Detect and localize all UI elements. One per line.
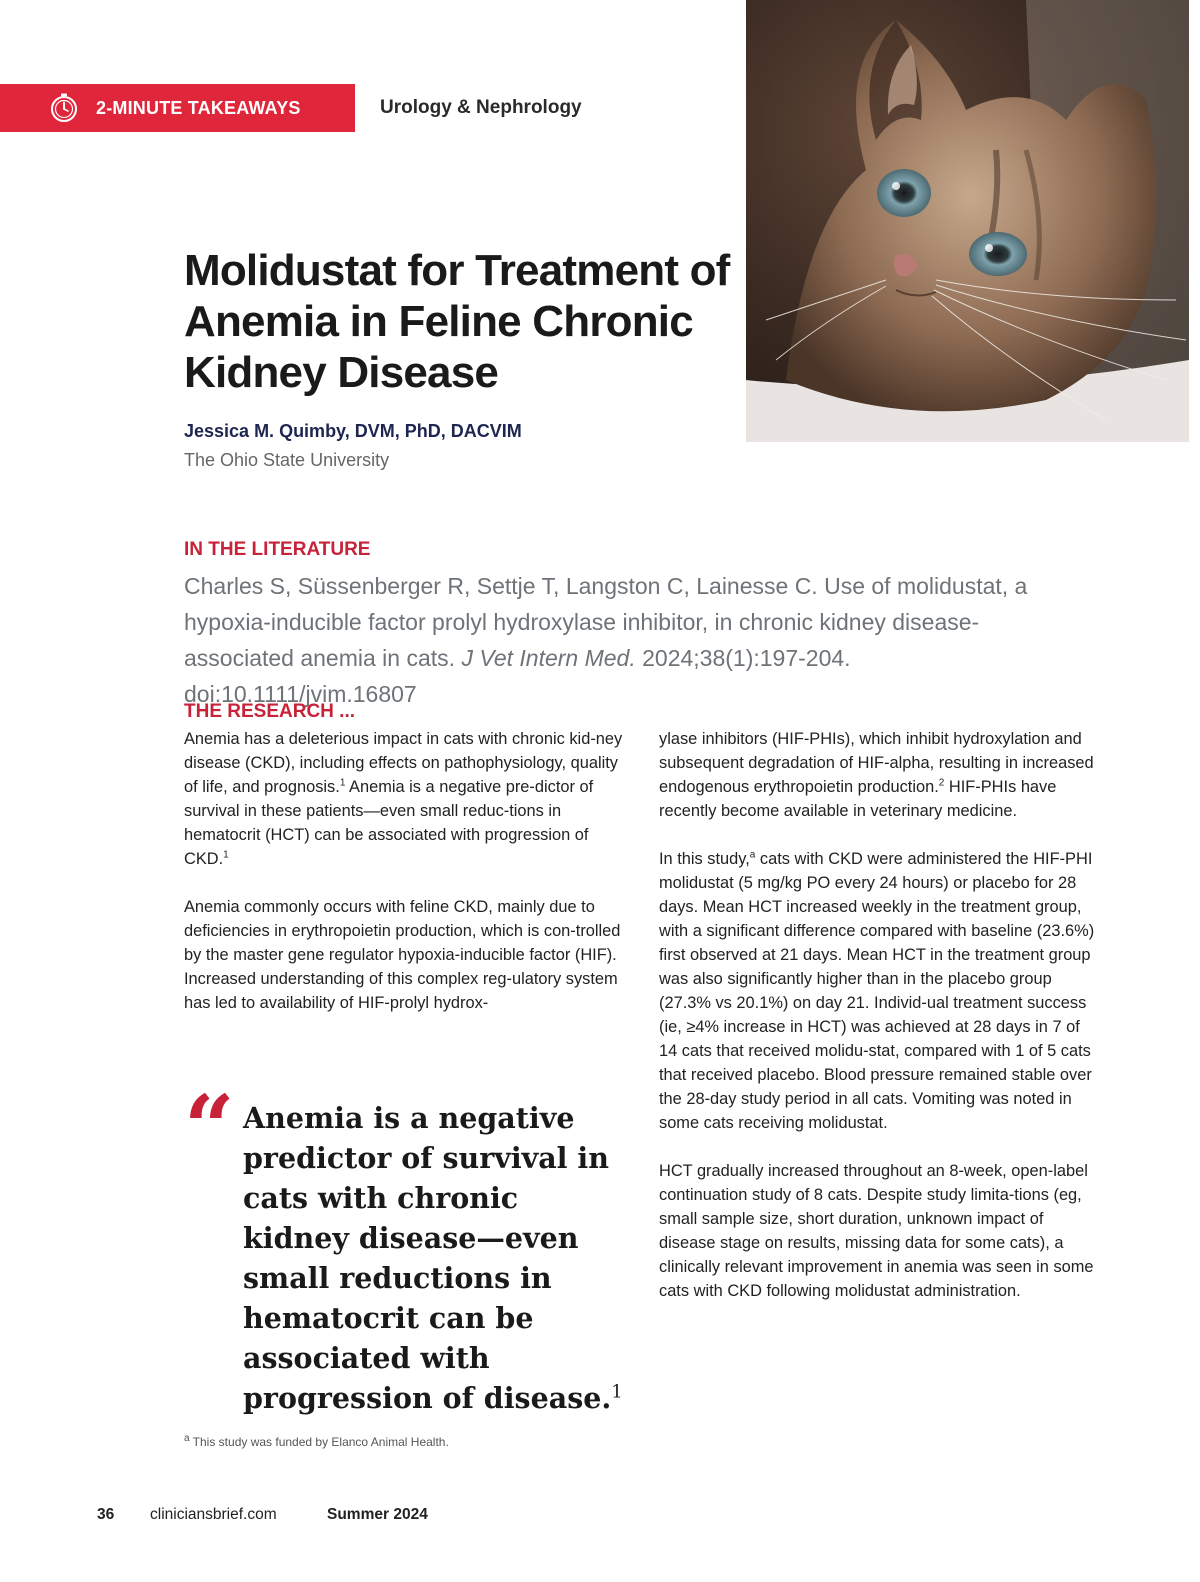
body-column-right (659, 727, 1099, 1327)
paragraph: Anemia commonly occurs with feline CKD, mainly due to deficiencies in erythropoietin production, which is con-trolled by the master gene regulator hypoxia-inducible factor (HIF). Increased understanding of this complex reg-ulatory system has led to availability of HIF-prolyl hydrox- (184, 898, 621, 1012)
footnote: $^a$ This study was funded by Elanco Animal Health. (184, 1433, 449, 1449)
author-name: Jessica M. Quimby, DVM, PhD, DACVIM (184, 421, 522, 441)
quote-mark-icon: “ (184, 1075, 235, 1179)
cat-photo (746, 0, 1189, 442)
section-label: Urology & Nephrology (380, 97, 582, 118)
citation (184, 568, 1084, 712)
page-number: 36 (97, 1506, 115, 1523)
paragraph: Anemia has a deleterious impact in cats with chronic kid-ney disease (CKD), including effects on pathophysiology, quality of life, and prognosis.$^1$ Anemia is a negative pre-dictor of survival in these patients—even small reduc-tions in hematocrit (HCT) can be associated with progression of CKD.$^1$ (184, 730, 623, 868)
pull-quote: Anemia is a negative predictor of survival in cats with chronic kidney disease—even small reductions in hematocrit can be associated with progression of disease.$^1$ (243, 1101, 623, 1415)
takeaways-banner (0, 84, 355, 132)
citation-text: Charles S, Süssenberger R, Settje T, Langston C, Lainesse C. Use of molidustat, a hypoxia-inducible factor prolyl hydroxylase inhibitor, in chronic kidney disease-associated anemia in cats. (184, 573, 1028, 671)
citation-details: 2024;38(1):197-204. doi:10.1111/jvim.16807 (184, 645, 851, 707)
body-column-left (184, 727, 624, 1039)
journal-name: J Vet Intern Med. (461, 645, 636, 671)
author-affiliation: The Ohio State University (184, 450, 390, 470)
banner-label: 2-MINUTE TAKEAWAYS (96, 97, 301, 118)
paragraph: ylase inhibitors (HIF-PHIs), which inhibit hydroxylation and subsequent degradation of HIF-alpha, resulting in increased endogenous erythropoietin production.$^2$ HIF-PHIs have recently become available in veterinary medicine. (659, 730, 1094, 820)
site-link[interactable]: cliniciansbrief.com (150, 1506, 277, 1523)
paragraph: HCT gradually increased throughout an 8-week, open-label continuation study of 8 cats. Despite study limita-tions (eg, small sample size, short duration, unknown impact of disease stage on results, missing data for some cats), a clinically relevant improvement in anemia was seen in some cats with CKD following molidustat administration. (659, 1162, 1094, 1300)
research-heading: THE RESEARCH ... (184, 701, 356, 722)
literature-heading: IN THE LITERATURE (184, 539, 371, 560)
stopwatch-icon (48, 92, 80, 124)
article-title: Molidustat for Treatment of Anemia in Feline Chronic Kidney Disease (184, 246, 730, 397)
issue-label: Summer 2024 (327, 1506, 428, 1523)
paragraph: In this study,$^a$ cats with CKD were administered the HIF-PHI molidustat (5 mg/kg PO every 24 hours) or placebo for 28 days. Mean HCT increased weekly in the treatment group, with a significant difference compared with baseline (23.6%) first observed at 21 days. Mean HCT in the treatment group was also significantly higher than in the placebo group (27.3% vs 20.1%) on day 21. Individ-ual treatment success (ie, ≥4% increase in HCT) was achieved at 28 days in 7 of 14 cats that received molidu-stat, compared with 1 of 5 cats that received placebo. Blood pressure remained stable over the 28-day study period in all cats. Vomiting was noted in some cats receiving molidustat. (659, 849, 1095, 1132)
